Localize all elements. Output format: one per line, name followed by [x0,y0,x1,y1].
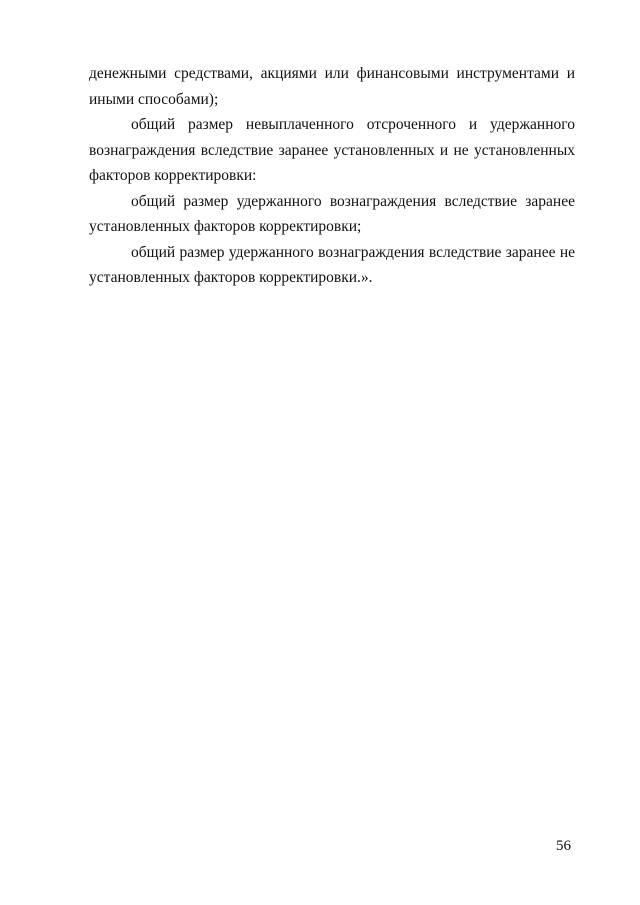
page-number: 56 [556,838,571,854]
document-body [89,61,575,291]
paragraph-non-predetermined-factors: общий размер удержанного вознаграждения вследствие заранее не установленных факторов корректировки.». [89,243,575,286]
paragraph-predetermined-factors: общий размер удержанного вознаграждения вследствие заранее установленных факторов корректировки; [89,192,575,235]
paragraph-unpaid-remuneration: общий размер невыплаченного отсроченного и удержанного вознаграждения вследствие заранее установленных и не установленных факторов корректировки: [89,116,575,184]
paragraph-continuation: денежными средствами, акциями или финансовыми инструментами и иными способами); [89,65,575,108]
